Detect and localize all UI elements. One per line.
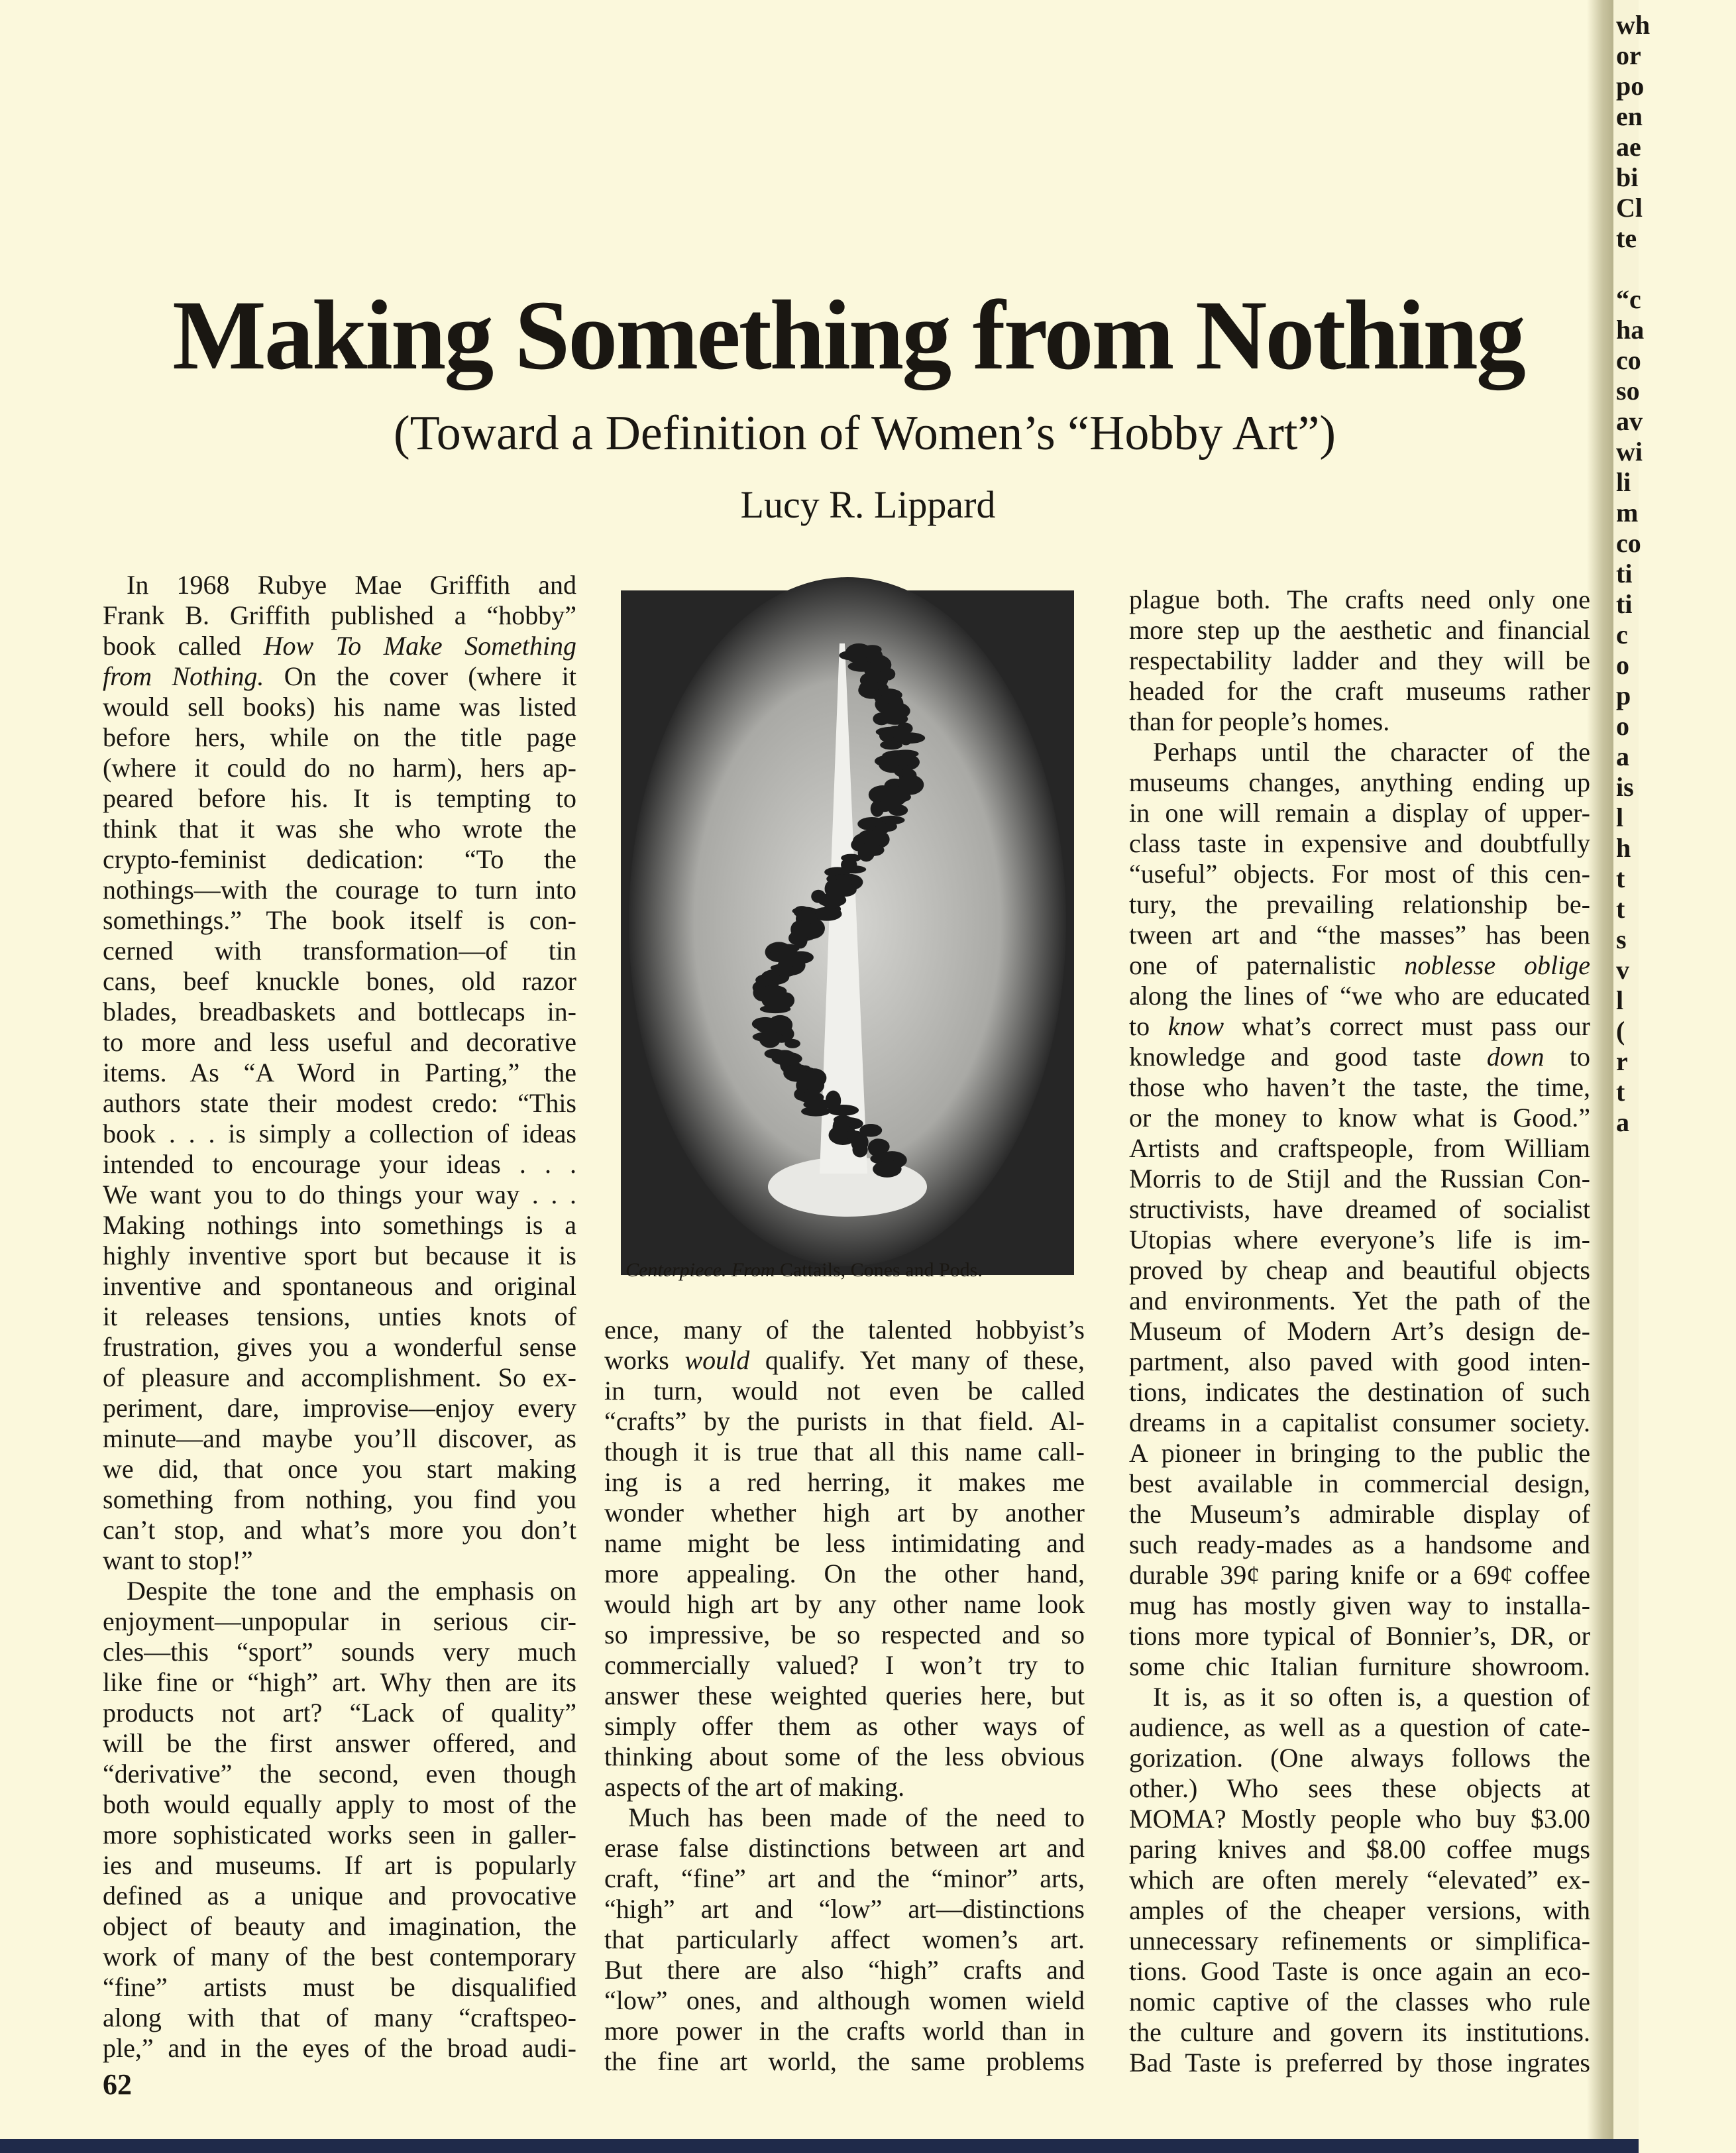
text-line: plague both. The crafts need only one	[1129, 584, 1590, 614]
text-line: “low” ones, and although women wield	[604, 1985, 1085, 2015]
text-line: both would equally apply to most of the	[103, 1789, 576, 1819]
text-line: would high art by any other name look	[604, 1589, 1085, 1619]
next-page-fragment: o	[1616, 711, 1629, 741]
foliage-leaf	[852, 1142, 867, 1158]
text-line: want to stop!”	[103, 1545, 253, 1575]
column-left	[103, 570, 576, 2064]
text-line: ple,” and in the eyes of the broad audi-	[103, 2033, 576, 2063]
next-page-fragment: r	[1616, 1046, 1628, 1076]
text-line: peared before his. It is tempting to	[103, 783, 576, 813]
text-line: book called How To Make Something	[103, 631, 576, 661]
text-line: wonder whether high art by another	[604, 1498, 1085, 1527]
text-line: than for people’s homes.	[1129, 706, 1390, 736]
text-line: defined as a unique and provocative	[103, 1881, 576, 1910]
next-page-fragment: bi	[1616, 162, 1639, 192]
next-page-fragment: m	[1616, 498, 1639, 527]
text-line: We want you to do things your way . . .	[103, 1180, 576, 1209]
next-page-fragment: ti	[1616, 559, 1633, 588]
foliage-leaf	[760, 1005, 791, 1013]
scan-bottom-band	[0, 2139, 1639, 2153]
text-line: erase false distinctions between art and	[604, 1833, 1085, 1863]
text-line: that particularly affect women’s art.	[604, 1924, 1085, 1954]
text-line: simply offer them as other ways of	[604, 1711, 1085, 1741]
text-line: proved by cheap and beautiful objects	[1129, 1255, 1590, 1285]
text-line: nothings—with the courage to turn into	[103, 875, 576, 905]
text-line: works would qualify. Yet many of these,	[604, 1345, 1085, 1375]
text-line: durable 39¢ paring knife or a 69¢ coffee	[1129, 1560, 1590, 1590]
text-line: “fine” artists must be disqualified	[103, 1972, 576, 2002]
text-line: “high” art and “low” art—distinctions	[604, 1894, 1085, 1924]
foliage-leaf	[841, 854, 861, 862]
foliage-leaf	[794, 931, 808, 948]
caption-italic: Centerpiece. From	[625, 1259, 775, 1281]
text-line: MOMA? Mostly people who buy $3.00	[1129, 1804, 1590, 1834]
text-line: class taste in expensive and doubtfully	[1129, 828, 1590, 858]
text-line: ence, many of the talented hobbyist’s	[604, 1315, 1085, 1345]
text-line: nomic captive of the classes who rule	[1129, 1987, 1590, 2016]
next-page-fragment: is	[1616, 772, 1634, 802]
next-page-fragment: a	[1616, 1107, 1629, 1137]
centerpiece-image	[621, 590, 1074, 1275]
text-line: But there are also “high” crafts and	[604, 1955, 1085, 1985]
text-line: from Nothing. On the cover (where it	[103, 661, 576, 691]
text-line: more appealing. On the other hand,	[604, 1559, 1085, 1588]
text-line: name might be less intimidating and	[604, 1528, 1085, 1558]
next-page-fragment: l	[1616, 802, 1624, 832]
text-line: of pleasure and accomplishment. So ex-	[103, 1362, 576, 1392]
text-line: would sell books) his name was listed	[103, 692, 576, 722]
next-page-fragment: or	[1616, 40, 1641, 70]
text-line: authors state their modest credo: “This	[103, 1088, 576, 1118]
text-line: (where it could do no harm), hers ap-	[103, 753, 576, 783]
page-number: 62	[103, 2068, 132, 2101]
foliage-leaf	[803, 1099, 832, 1109]
text-line: aspects of the art of making.	[604, 1772, 905, 1802]
text-line: more step up the aesthetic and financial	[1129, 615, 1590, 645]
article-subtitle: (Toward a Definition of Women’s “Hobby Art”)	[394, 406, 1336, 461]
text-line: enjoyment—unpopular in serious cir-	[103, 1606, 576, 1636]
text-line: blades, breadbaskets and bottlecaps in-	[103, 997, 576, 1026]
text-line: mug has mostly given way to installa-	[1129, 1590, 1590, 1620]
text-line: somethings.” The book itself is con-	[103, 905, 576, 935]
text-line: Bad Taste is preferred by those ingrates	[1129, 2048, 1590, 2077]
foliage-leaf	[880, 740, 902, 749]
text-line: Making nothings into somethings is a	[103, 1210, 576, 1240]
foliage-leaf	[889, 792, 910, 802]
text-line: items. As “A Word in Parting,” the	[103, 1058, 576, 1087]
text-line: and environments. Yet the path of the	[1129, 1286, 1590, 1315]
text-line: Frank B. Griffith published a “hobby”	[103, 600, 576, 630]
next-page-fragment: (	[1616, 1016, 1625, 1046]
text-line: ing is a red herring, it makes me	[604, 1467, 1085, 1497]
text-line: inventive and spontaneous and original	[103, 1271, 576, 1301]
next-page-fragment: po	[1616, 71, 1645, 101]
text-line: will be the first answer offered, and	[103, 1728, 576, 1758]
text-line: tions, indicates the destination of such	[1129, 1377, 1590, 1407]
text-line: cerned with transformation—of tin	[103, 936, 576, 966]
text-line: in one will remain a display of upper-	[1129, 798, 1590, 828]
text-line: before hers, while on the title page	[103, 722, 576, 752]
text-line: tween art and “the masses” has been	[1129, 920, 1590, 950]
text-line: highly inventive sport but because it is	[103, 1241, 576, 1270]
text-line: other.) Who sees these objects at	[1129, 1773, 1590, 1803]
text-line: so impressive, be so respected and so	[604, 1620, 1085, 1649]
text-line: tury, the prevailing relationship be-	[1129, 889, 1590, 919]
text-line: structivists, have dreamed of socialist	[1129, 1194, 1590, 1224]
text-line: it releases tensions, unties knots of	[103, 1301, 576, 1331]
text-line: Much has been made of the need to	[628, 1802, 1085, 1832]
foliage-leaf	[827, 1105, 859, 1116]
text-line: along the lines of “we who are educated	[1129, 981, 1590, 1011]
next-page-fragment: ti	[1616, 589, 1633, 619]
text-line: the fine art world, the same problems	[604, 2046, 1085, 2076]
next-page-fragment: t	[1616, 863, 1625, 893]
text-line: museums changes, anything ending up	[1129, 767, 1590, 797]
text-line: A pioneer in bringing to the public the	[1129, 1438, 1590, 1468]
next-page-fragment: v	[1616, 955, 1629, 985]
text-line: “derivative” the second, even though	[103, 1759, 576, 1789]
text-line: ies and museums. If art is popularly	[103, 1850, 576, 1880]
next-page-fragment: co	[1616, 528, 1641, 558]
text-line: one of paternalistic noblesse oblige	[1129, 950, 1591, 980]
next-page-fragment: “c	[1616, 284, 1641, 314]
foliage-leaf	[873, 712, 890, 725]
text-line: Morris to de Stijl and the Russian Con-	[1129, 1164, 1590, 1193]
next-page-fragment: h	[1616, 833, 1631, 863]
text-line: Museum of Modern Art’s design de-	[1129, 1316, 1590, 1346]
foliage-leaf	[753, 1032, 783, 1042]
text-line: intended to encourage your ideas . . .	[103, 1149, 576, 1179]
text-line: In 1968 Rubye Mae Griffith and	[127, 570, 576, 600]
next-page-fragment: Cl	[1616, 193, 1643, 223]
next-page-fragment: en	[1616, 101, 1643, 131]
next-page-fragment: t	[1616, 1077, 1625, 1107]
text-line: more power in the crafts world than in	[604, 2016, 1085, 2046]
text-line: craft, “fine” art and the “minor” arts,	[604, 1863, 1085, 1893]
text-line: some chic Italian furniture showroom.	[1129, 1651, 1590, 1681]
next-page-fragment: t	[1616, 894, 1625, 924]
next-page-fragment: s	[1616, 924, 1627, 954]
text-line: tions. Good Taste is once again an eco-	[1129, 1956, 1590, 1986]
column-right	[1129, 584, 1590, 2078]
next-page-fragment: l	[1616, 985, 1624, 1015]
foliage-leaf	[871, 800, 884, 817]
next-page-fragment: wi	[1616, 437, 1643, 467]
text-line: which are often merely “elevated” ex-	[1129, 1865, 1590, 1895]
text-line: work of many of the best contemporary	[103, 1942, 576, 1971]
next-page-fragment: wh	[1616, 10, 1651, 40]
foliage-leaf	[772, 1052, 802, 1066]
caption-roman: Cattails, Cones and Pods.	[775, 1259, 983, 1281]
text-line: dreams in a capitalist consumer society.	[1129, 1408, 1590, 1437]
text-line: cans, beef knuckle bones, old razor	[103, 966, 576, 996]
column-middle	[604, 1315, 1085, 2077]
next-page-fragment: so	[1616, 376, 1640, 406]
text-line: minute—and maybe you’ll discover, as	[103, 1423, 576, 1453]
figure-caption	[625, 1259, 983, 1282]
foliage-leaf	[877, 1160, 900, 1175]
next-page-fragment: c	[1616, 620, 1628, 649]
text-line: “crafts” by the purists in that field. Al-	[604, 1406, 1085, 1436]
next-page-fragment: ae	[1616, 132, 1641, 162]
text-line: products not art? “Lack of quality”	[103, 1698, 576, 1728]
text-line: like fine or “high” art. Why then are its	[103, 1667, 576, 1697]
text-line: best available in commercial design,	[1129, 1468, 1590, 1498]
text-line: to more and less useful and decorative	[103, 1027, 576, 1057]
text-line: can’t stop, and what’s more you don’t	[103, 1515, 576, 1545]
text-line: gorization. (One always follows the	[1129, 1743, 1590, 1773]
text-line: the culture and govern its institutions.	[1129, 2017, 1590, 2047]
text-line: answer these weighted queries here, but	[604, 1681, 1085, 1710]
text-line: knowledge and good taste down to	[1129, 1042, 1591, 1072]
text-line: Perhaps until the character of the	[1153, 737, 1590, 767]
foliage-leaf	[879, 730, 894, 742]
text-line: amples of the cheaper versions, with	[1129, 1895, 1590, 1925]
text-line: book . . . is simply a collection of ideas	[103, 1119, 576, 1148]
centerpiece-photo	[621, 590, 1074, 1275]
text-line: object of beauty and imagination, the	[103, 1911, 576, 1941]
text-line: think that it was she who wrote the	[103, 814, 576, 844]
text-line: Artists and craftspeople, from William	[1129, 1133, 1590, 1163]
text-line: to know what’s correct must pass our	[1129, 1011, 1590, 1041]
text-line: something from nothing, you find you	[103, 1484, 576, 1514]
foliage-leaf	[785, 1039, 800, 1048]
text-line: though it is true that all this name call-	[604, 1437, 1085, 1466]
text-line: cles—this “sport” sounds very much	[103, 1637, 576, 1667]
text-line: respectability ladder and they will be	[1129, 645, 1590, 675]
next-page-fragment: ha	[1616, 315, 1645, 345]
text-line: or the money to know what is Good.”	[1129, 1103, 1590, 1132]
text-line: headed for the craft museums rather	[1129, 676, 1590, 706]
article-author: Lucy R. Lippard	[740, 483, 996, 526]
text-line: unnecessary refinements or simplifica-	[1129, 1926, 1590, 1956]
next-page-fragment: li	[1616, 467, 1631, 497]
text-line: along with that of many “craftspeo-	[103, 2003, 576, 2032]
next-page-fragment: te	[1616, 223, 1637, 253]
text-line: partment, also paved with good inten-	[1129, 1347, 1590, 1376]
next-page-fragment: co	[1616, 345, 1641, 375]
text-line: thinking about some of the less obvious	[604, 1741, 1085, 1771]
text-line: Utopias where everyone’s life is im-	[1129, 1225, 1590, 1254]
next-page-fragment: av	[1616, 406, 1643, 436]
text-line: the Museum’s admirable display of	[1129, 1499, 1590, 1529]
text-line: paring knives and $8.00 coffee mugs	[1129, 1834, 1590, 1864]
text-line: periment, dare, improvise—enjoy every	[103, 1393, 576, 1423]
text-line: Despite the tone and the emphasis on	[127, 1576, 576, 1606]
text-line: tions more typical of Bonnier’s, DR, or	[1129, 1621, 1590, 1651]
next-page-fragment: a	[1616, 742, 1629, 771]
foliage-leaf	[889, 804, 908, 816]
text-line: in turn, would not even be called	[604, 1376, 1085, 1406]
text-line: crypto-feminist dedication: “To the	[103, 844, 576, 874]
foliage-leaf	[801, 1071, 824, 1091]
text-line: such ready-mades as a handsome and	[1129, 1529, 1590, 1559]
text-line: we did, that once you start making	[103, 1454, 576, 1484]
text-line: those who haven’t the taste, the time,	[1129, 1072, 1590, 1102]
text-line: It is, as it so often is, a question of	[1153, 1682, 1590, 1712]
text-line: audience, as well as a question of cate-	[1129, 1712, 1590, 1742]
text-line: more sophisticated works seen in galler-	[103, 1820, 576, 1849]
text-line: commercially valued? I won’t try to	[604, 1650, 1085, 1680]
next-page-fragment: p	[1616, 681, 1631, 710]
article-title: Making Something from Nothing	[172, 280, 1524, 390]
text-line: frustration, gives you a wonderful sense	[103, 1332, 576, 1362]
next-page-fragment: o	[1616, 650, 1629, 680]
text-line: “useful” objects. For most of this cen-	[1129, 859, 1590, 889]
